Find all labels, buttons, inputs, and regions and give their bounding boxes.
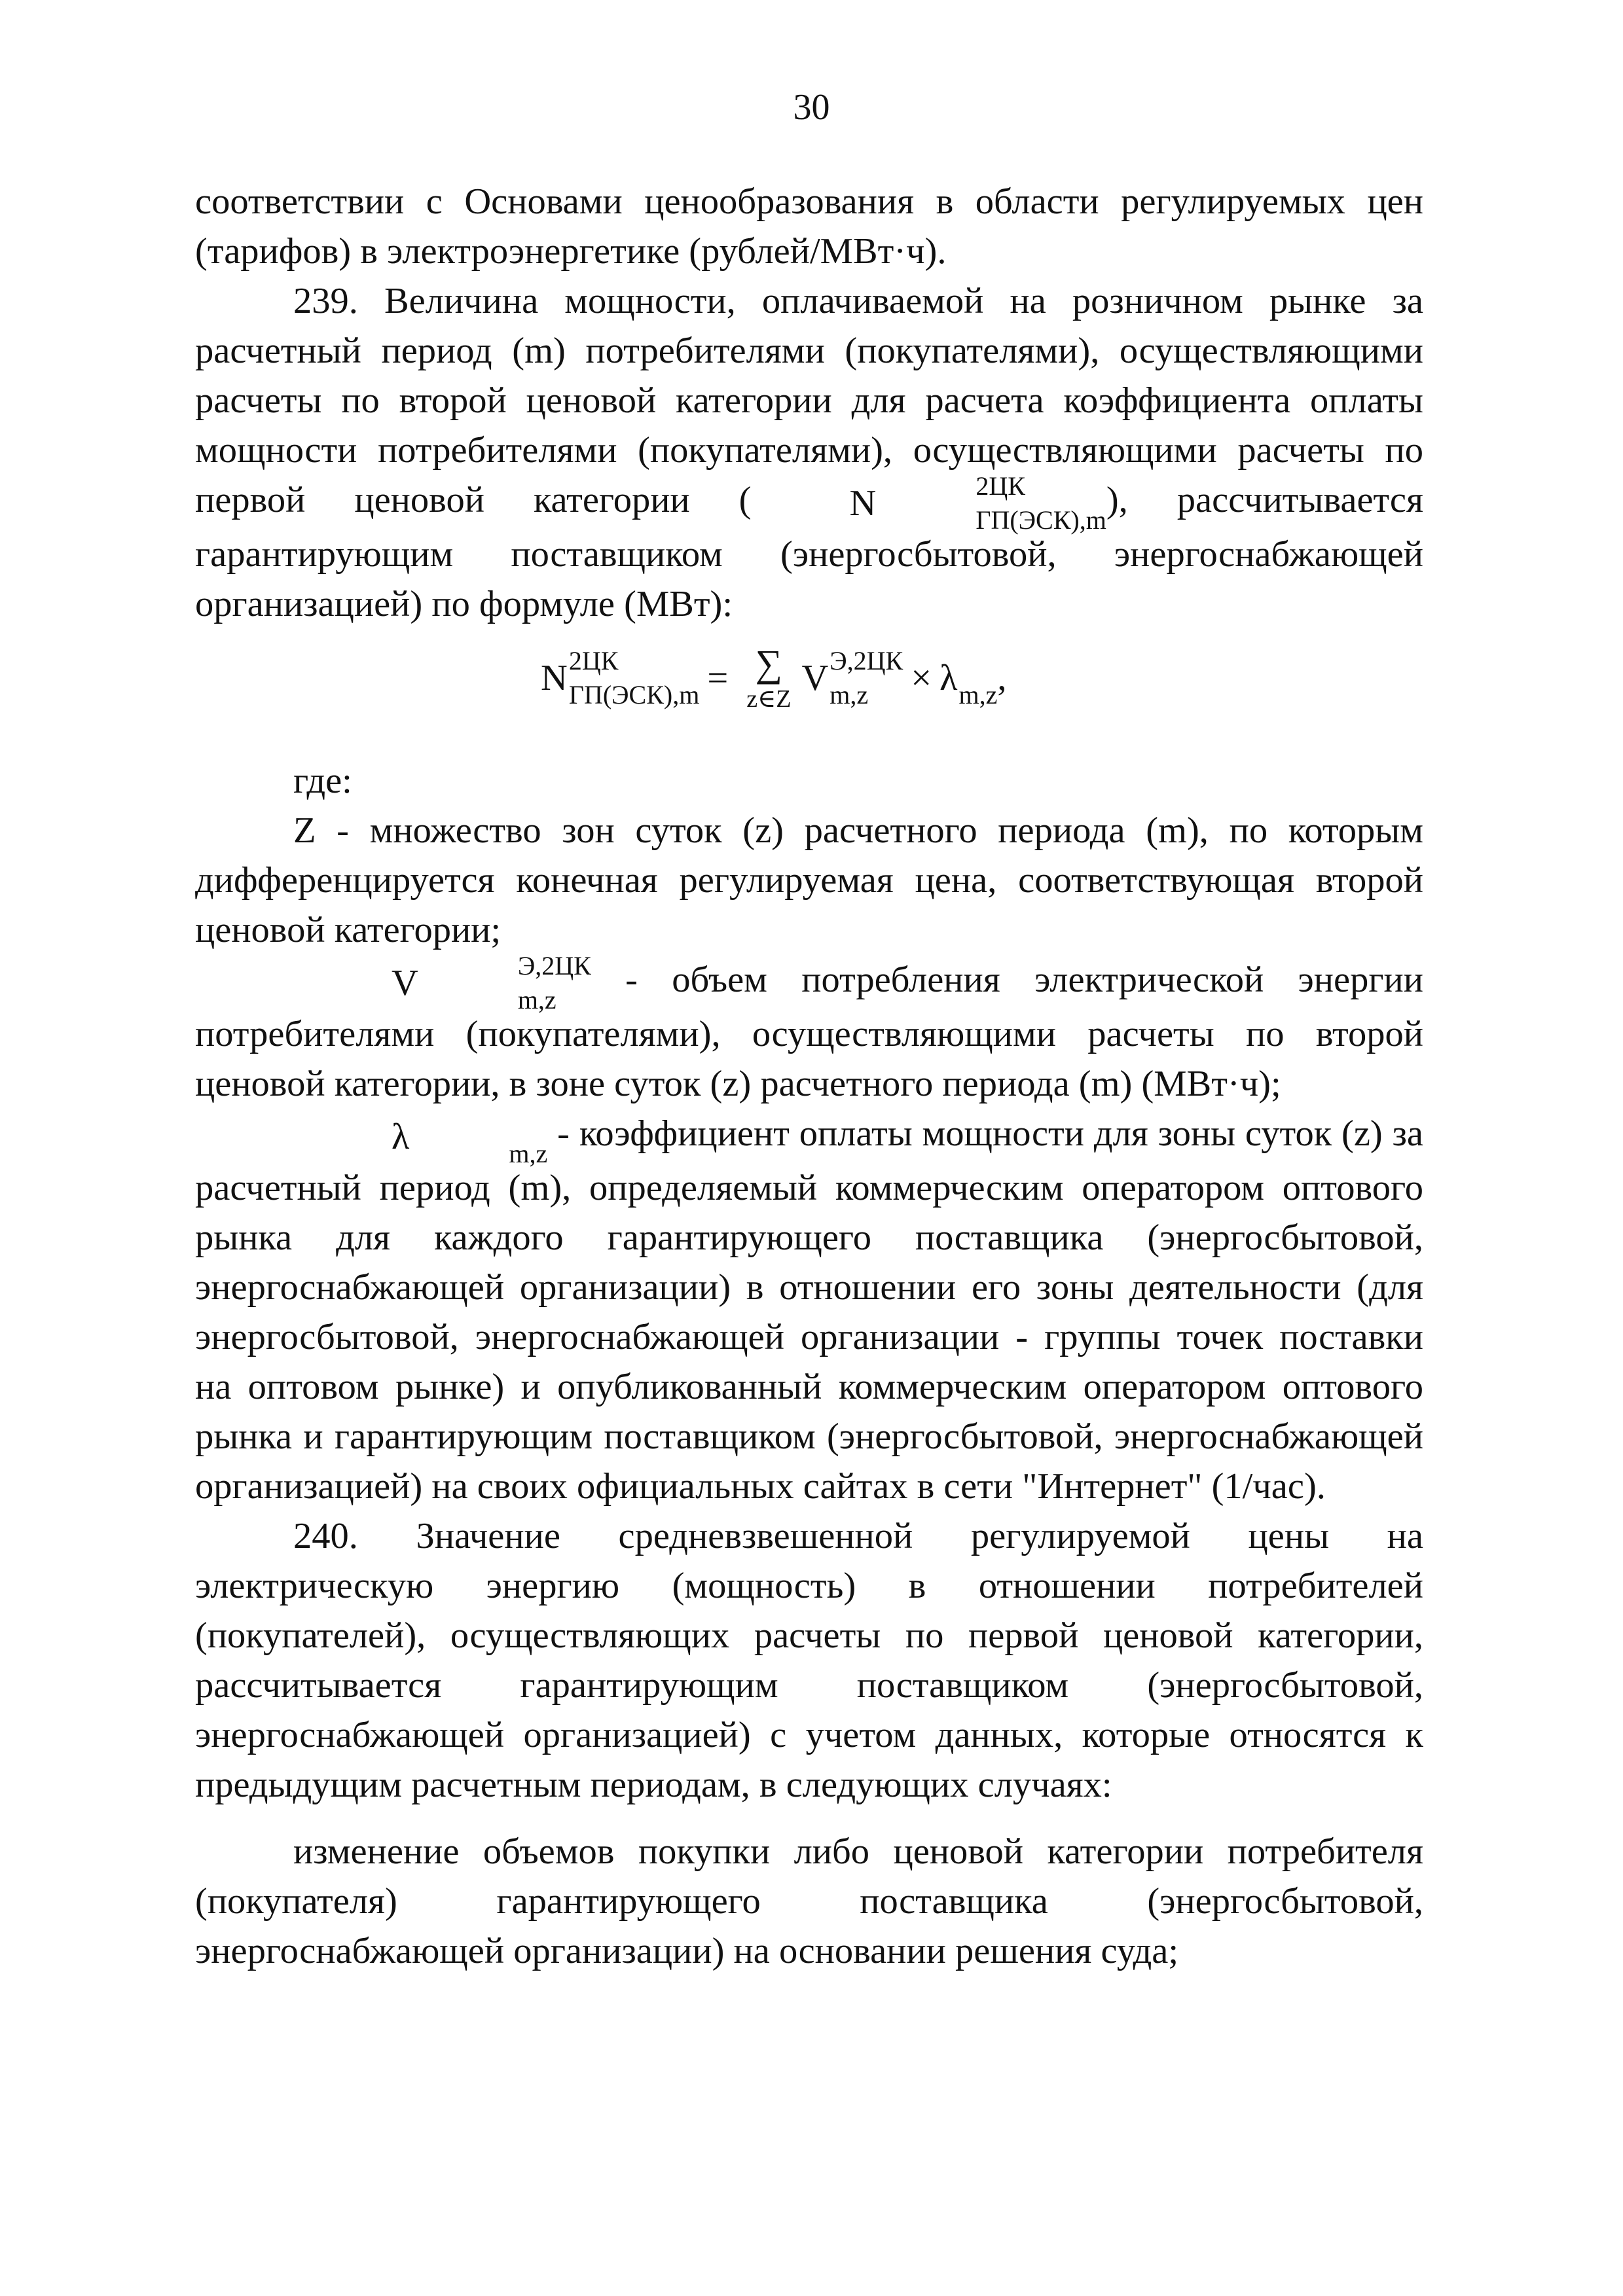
paragraph-239-text-end: ), рассчитывается гарантирующим поставщиком (энергосбытовой, энергоснабжающей организацией) по формуле (МВт): bbox=[195, 480, 1423, 625]
formula-n-indices bbox=[568, 646, 700, 710]
formula-expression bbox=[541, 642, 1007, 713]
main-formula bbox=[195, 642, 1423, 736]
n-subscript: ГП(ЭСК),m bbox=[976, 505, 1106, 535]
definition-v bbox=[195, 951, 1423, 1109]
sum-range: z∈Z bbox=[746, 685, 792, 713]
where-label: где: bbox=[293, 761, 352, 802]
formula-v-symbol: V bbox=[801, 658, 829, 699]
def-lambda-subscript: m,z bbox=[509, 1139, 548, 1169]
formula-lambda-subscript: m,z bbox=[958, 680, 998, 710]
formula-v-indices bbox=[830, 646, 903, 710]
n-symbol: N bbox=[849, 483, 877, 524]
definition-v-text: - объем потребления электрической энергии потребителями (покупателями), осуществляющими расчеты по второй ценовой категории, в зоне суток (z) расчетного периода (m) (МВт·ч); bbox=[195, 960, 1423, 1105]
def-lambda-symbol: λ bbox=[392, 1117, 410, 1158]
def-lambda-indices bbox=[410, 1111, 548, 1169]
definition-lambda-text: - коэффициент оплаты мощности для зоны суток (z) за расчетный период (m), определяемый коммерческим оператором оптового рынка для каждого гарантирующего поставщика (энергосбытовой, энергоснабжающей организации) в отношении его зоны деятельности (для энергосбытовой, энергоснабжающей организации - группы точек поставки на оптовом рынке) и опубликованный коммерческим оператором оптового рынка и гарантирующим поставщиком (энергосбытовой, энергоснабжающей организацией) на своих официальных сайтах в сети "Интернет" (1/час). bbox=[195, 1113, 1423, 1507]
definition-lambda bbox=[195, 1109, 1423, 1511]
paragraph-239-text-start: 239. Величина мощности, оплачиваемой на розничном рынке за расчетный период (m) потребителями (покупателями), осуществляющими расчеты по второй ценовой категории для расчета коэффициента оплаты мощности потребителями (покупателями), осуществляющими расчеты по первой ценовой категории ( bbox=[195, 281, 1423, 520]
n-indices bbox=[877, 471, 1106, 535]
sigma-symbol: ∑ bbox=[755, 642, 782, 685]
formula-lambda-indices bbox=[958, 652, 998, 710]
case-court-decision: изменение объемов покупки либо ценовой категории потребителя (покупателя) гарантирующего поставщика (энергосбытовой, энергоснабжающей организации) на основании решения суда; bbox=[195, 1831, 1423, 1972]
def-v-superscript: Э,2ЦК bbox=[517, 951, 591, 981]
def-v-symbol: V bbox=[392, 963, 418, 1004]
formula-n-subscript: ГП(ЭСК),m bbox=[568, 680, 700, 710]
definition-z: Z - множество зон суток (z) расчетного периода (m), по которым дифференцируется конечная регулируемая цена, соответствующая второй ценовой категории; bbox=[195, 810, 1423, 951]
inline-formula-n bbox=[752, 471, 1106, 535]
paragraph-240: 240. Значение средневзвешенной регулируемой цены на электрическую энергию (мощность) в отношении потребителей (покупателей), осуществляющих расчеты по первой ценовой категории, рассчитывается гарантирующим поставщиком (энергосбытовой, энергоснабжающей организацией) с учетом данных, которые относятся к предыдущим расчетным периодам, в следующих случаях: bbox=[195, 1516, 1423, 1806]
inline-formula-lambda bbox=[293, 1111, 548, 1169]
formula-v-subscript: m,z bbox=[830, 680, 869, 710]
formula-times: × bbox=[911, 658, 932, 699]
inline-formula-v bbox=[293, 951, 591, 1015]
def-v-indices bbox=[420, 951, 591, 1015]
formula-v-superscript: Э,2ЦК bbox=[830, 646, 903, 676]
formula-sum bbox=[746, 642, 792, 713]
formula-lambda-superscript-empty bbox=[959, 648, 998, 674]
formula-lambda-symbol: λ bbox=[939, 658, 958, 699]
formula-comma: , bbox=[997, 658, 1007, 699]
formula-equals: = bbox=[707, 658, 729, 699]
page-number: 30 bbox=[793, 87, 830, 128]
paragraph-239 bbox=[195, 276, 1423, 629]
def-lambda-superscript-empty bbox=[410, 1107, 547, 1133]
formula-n-symbol: N bbox=[541, 658, 568, 699]
def-v-subscript: m,z bbox=[517, 985, 556, 1015]
n-superscript: 2ЦК bbox=[976, 471, 1025, 501]
text-column bbox=[195, 177, 1423, 1976]
formula-n-superscript: 2ЦК bbox=[568, 646, 619, 676]
paragraph-continuation: соответствии с Основами ценообразования в области регулируемых цен (тарифов) в электроэнергетике (рублей/МВт·ч). bbox=[195, 181, 1423, 272]
